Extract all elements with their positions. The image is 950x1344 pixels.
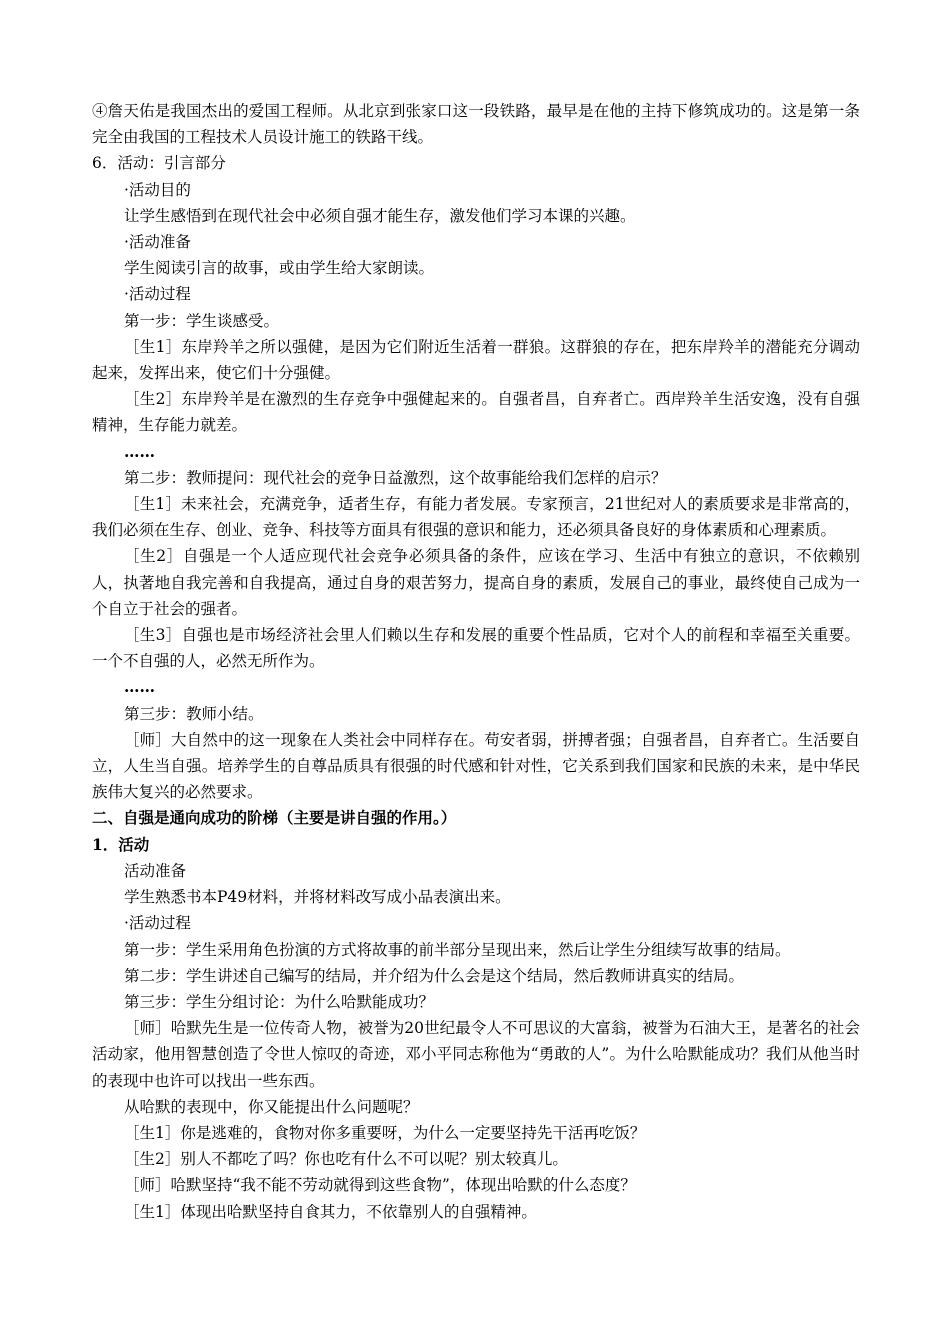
ellipsis: …… <box>124 441 155 461</box>
teacher-summary: ［师］大自然中的这一现象在人类社会中同样存在。苟安者弱，拼搏者强；自强者昌，自弃者亡。生活要自立，人生当自强。培养学生的自尊品质具有很强的时代感和针对性，它关系到我们国家和民族的未来，是中华民族伟大复兴的必然要求。 <box>92 730 860 802</box>
label-activity-prep: ·活动准备 <box>124 233 191 252</box>
student-2-question: ［生2］别人不都吃了吗？你也吃有什么不可以呢？别太较真儿。 <box>124 1150 568 1169</box>
student-2-response: ［生2］东岸羚羊是在激烈的生存竞争中强健起来的。自强者昌，自弃者亡。西岸羚羊生活安逸，没有自强精神，生存能力就差。 <box>92 390 860 435</box>
paragraph-goal: 让学生感悟到在现代社会中必须自强才能生存，激发他们学习本课的兴趣。 <box>124 206 636 225</box>
student-1-answer: ［生1］体现出哈默坚持自食其力，不依靠别人的自强精神。 <box>124 1202 537 1221</box>
ellipsis: …… <box>124 677 155 697</box>
label-activity-prep: 活动准备 <box>124 861 187 880</box>
subheading-activity-1: 1．活动 <box>92 834 150 854</box>
student-1-question: ［生1］你是逃难的，食物对你多重要呀，为什么一定要坚持先干活再吃饭？ <box>124 1123 646 1142</box>
question-prompt: 从哈默的表现中，你又能提出什么问题呢？ <box>124 1097 419 1116</box>
document-body <box>92 98 860 1225</box>
student-1-response: ［生1］东岸羚羊之所以强健，是因为它们附近生活着一群狼。这群狼的存在，把东岸羚羊的潜能充分调动起来，发挥出来，使它们十分强健。 <box>92 337 860 383</box>
label-activity-process: ·活动过程 <box>124 285 191 304</box>
step-three: 第三步：教师小结。 <box>124 704 264 723</box>
teacher-remark: ［师］哈默先生是一位传奇人物，被誉为20世纪最令人不可思议的大富翁，被誉为石油大王，是著名的社会活动家，他用智慧创造了令世人惊叹的奇迹，邓小平同志称他为“勇敢的人”。为什么哈默能成功？我们从他当时的表现中也许可以找出一些东西。 <box>92 1019 860 1090</box>
student-3-response: ［生3］自强也是市场经济社会里人们赖以生存和发展的重要个性品质，它对个人的前程和幸福至关重要。一个不自强的人，必然无所作为。 <box>92 626 860 671</box>
section-heading-2: 二、自强是通向成功的阶梯（主要是讲自强的作用。） <box>92 808 457 828</box>
student-1-response: ［生1］未来社会，充满竞争，适者生存，有能力者发展。专家预言，21世纪对人的素质要求是非常高的，我们必须在生存、创业、竞争、科技等方面具有很强的意识和能力，还必须具备良好的身体素质和心理素质。 <box>92 495 860 540</box>
label-activity-process: ·活动过程 <box>124 914 191 933</box>
paragraph-prep: 学生阅读引言的故事，或由学生给大家朗读。 <box>124 259 435 278</box>
label-activity-goal: ·活动目的 <box>124 180 191 199</box>
paragraph-prep: 学生熟悉书本P49材料，并将材料改写成小品表演出来。 <box>124 888 511 907</box>
step-one: 第一步：学生谈感受。 <box>124 311 280 330</box>
step-one: 第一步：学生采用角色扮演的方式将故事的前半部分呈现出来，然后让学生分组续写故事的结局。 <box>124 940 791 959</box>
student-2-response: ［生2］自强是一个人适应现代社会竞争必须具备的条件，应该在学习、生活中有独立的意识，不依赖别人，执著地自我完善和自我提高，通过自身的艰苦努力，提高自身的素质，发展自己的事业，最终使自己成为一个自立于社会的强者。 <box>92 547 860 618</box>
step-two: 第二步：教师提问：现代社会的竞争日益激烈，这个故事能给我们怎样的启示？ <box>124 468 667 487</box>
paragraph-zhan-tianyou: ④詹天佑是我国杰出的爱国工程师。从北京到张家口这一段铁路，最早是在他的主持下修筑成功的。这是第一条完全由我国的工程技术人员设计施工的铁路干线。 <box>92 102 860 147</box>
step-two: 第二步：学生讲述自己编写的结局，并介绍为什么会是这个结局，然后教师讲真实的结局。 <box>124 966 745 985</box>
teacher-question: ［师］哈默坚持“我不能不劳动就得到这些食物”，体现出哈默的什么态度？ <box>124 1176 636 1195</box>
heading-activity-6: 6．活动：引言部分 <box>92 154 226 173</box>
step-three: 第三步：学生分组讨论：为什么哈默能成功？ <box>124 992 435 1011</box>
